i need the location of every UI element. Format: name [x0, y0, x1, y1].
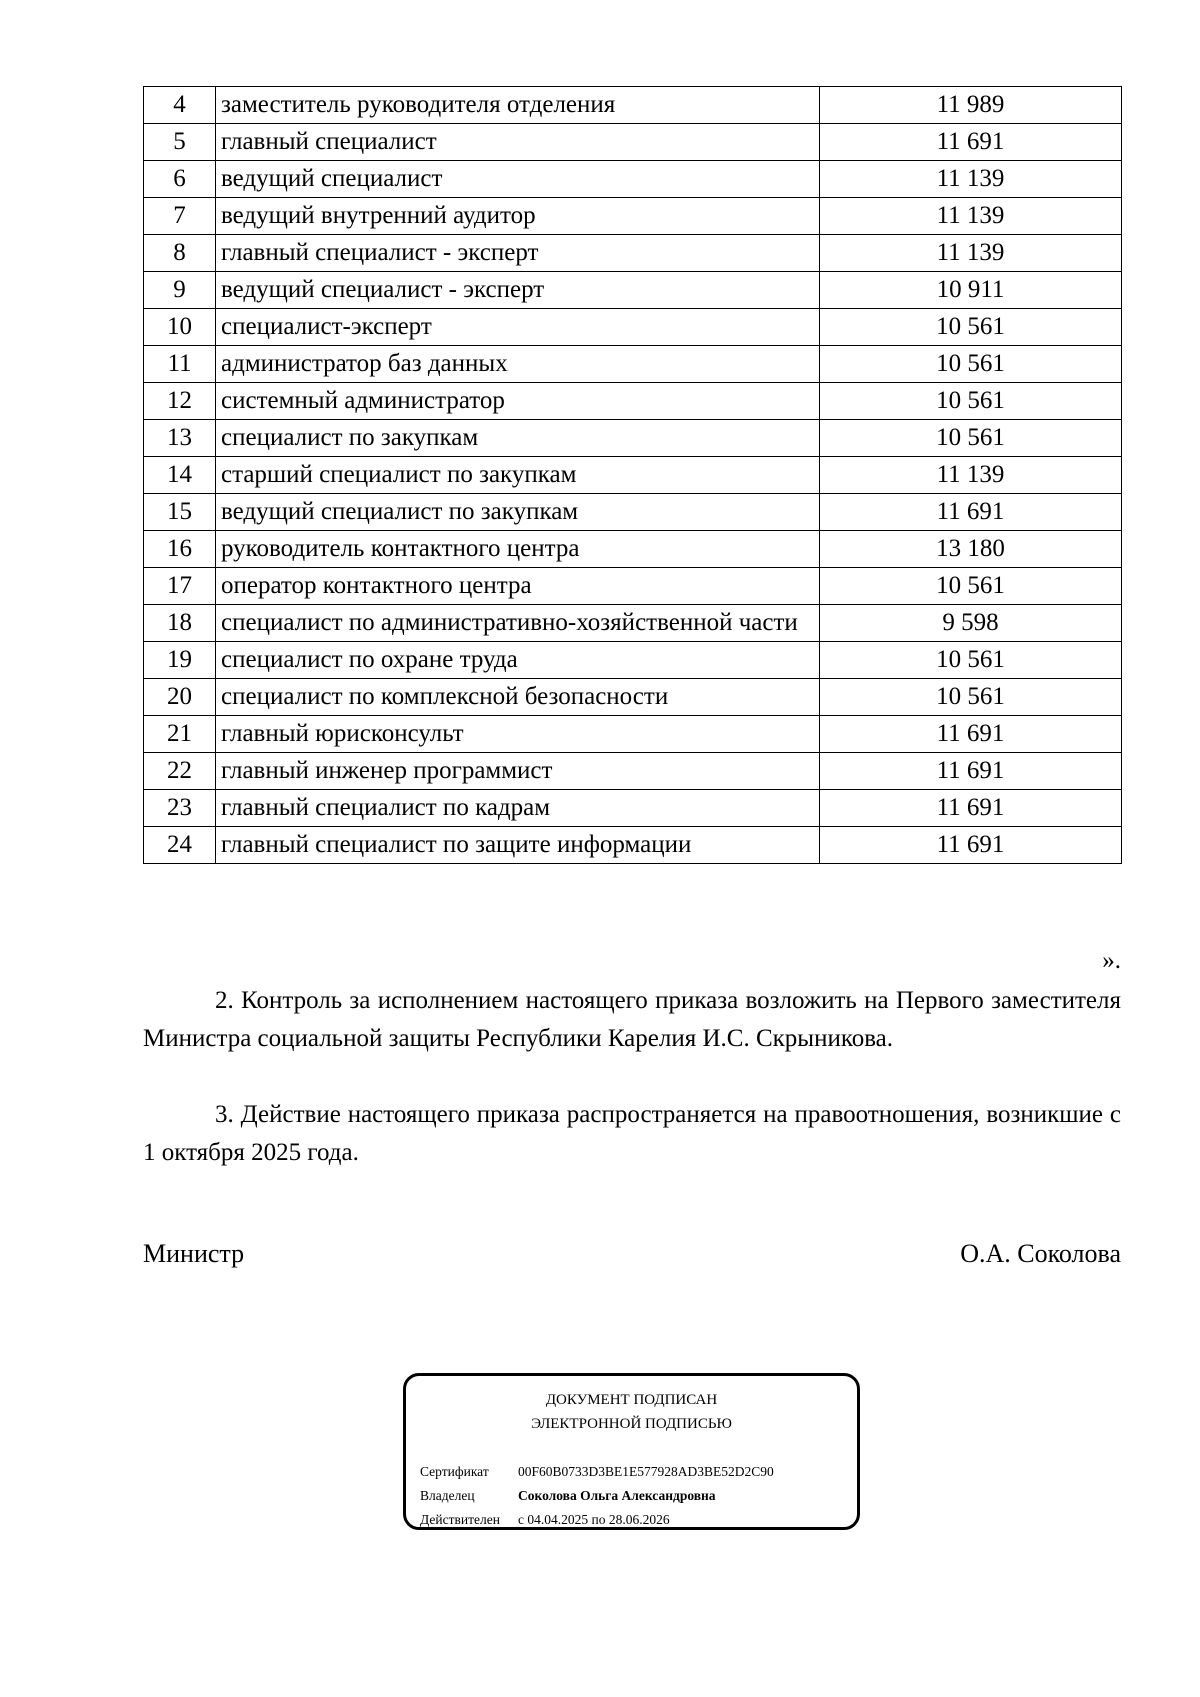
- stamp-owner-value: Соколова Ольга Александровна: [518, 1488, 716, 1503]
- salary-value-cell: 11 139: [820, 457, 1122, 494]
- salary-value-cell: 11 691: [820, 716, 1122, 753]
- row-number-cell: 16: [144, 531, 216, 568]
- position-cell: ведущий специалист - эксперт: [216, 272, 820, 309]
- position-cell: ведущий специалист: [216, 161, 820, 198]
- salary-value-cell: 11 139: [820, 235, 1122, 272]
- position-cell: администратор баз данных: [216, 346, 820, 383]
- salary-value-cell: 10 561: [820, 383, 1122, 420]
- stamp-certificate-value: 00F60B0733D3BE1E577928AD3BE52D2C90: [518, 1464, 774, 1479]
- row-number-cell: 10: [144, 309, 216, 346]
- salary-value-cell: 13 180: [820, 531, 1122, 568]
- position-cell: главный специалист - эксперт: [216, 235, 820, 272]
- stamp-validity-value: с 04.04.2025 по 28.06.2026: [518, 1512, 670, 1527]
- table-row: [144, 198, 1122, 235]
- table-row: [144, 531, 1122, 568]
- position-cell: главный специалист по защите информации: [216, 827, 820, 864]
- paragraph-3: [143, 1096, 1121, 1172]
- table-row: [144, 272, 1122, 309]
- position-cell: главный юрисконсульт: [216, 716, 820, 753]
- table-row: [144, 309, 1122, 346]
- table-row: [144, 235, 1122, 272]
- table-row: [144, 753, 1122, 790]
- salary-value-cell: 10 911: [820, 272, 1122, 309]
- row-number-cell: 4: [144, 87, 216, 124]
- row-number-cell: 24: [144, 827, 216, 864]
- paragraph-3-text: 3. Действие настоящего приказа распространяется на правоотношения, возникшие с 1 октября 2025 года.: [143, 1101, 1121, 1166]
- row-number-cell: 12: [144, 383, 216, 420]
- stamp-certificate-label: Сертификат: [420, 1464, 489, 1479]
- table-row: [144, 87, 1122, 124]
- salary-value-cell: 10 561: [820, 420, 1122, 457]
- table-row: [144, 346, 1122, 383]
- paragraph-2-text: 2. Контроль за исполнением настоящего приказа возложить на Первого заместителя Министра социальной защиты Республики Карелия И.С. Скрыникова.: [143, 987, 1121, 1052]
- row-number-cell: 15: [144, 494, 216, 531]
- position-cell: главный инженер программист: [216, 753, 820, 790]
- salary-value-cell: 11 139: [820, 161, 1122, 198]
- paragraph-2: [143, 982, 1121, 1058]
- row-number-cell: 9: [144, 272, 216, 309]
- table-row: [144, 383, 1122, 420]
- row-number-cell: 17: [144, 568, 216, 605]
- salary-value-cell: 9 598: [820, 605, 1122, 642]
- stamp-validity-label: Действителен: [420, 1512, 500, 1527]
- stamp-owner-label: Владелец: [420, 1488, 475, 1503]
- table-row: [144, 494, 1122, 531]
- row-number-cell: 11: [144, 346, 216, 383]
- position-cell: ведущий специалист по закупкам: [216, 494, 820, 531]
- table-row: [144, 420, 1122, 457]
- salary-value-cell: 11 691: [820, 494, 1122, 531]
- table-row: [144, 605, 1122, 642]
- table-row: [144, 161, 1122, 198]
- stamp-validity-row: [420, 1512, 670, 1528]
- stamp-certificate-row: [420, 1464, 774, 1480]
- position-cell: руководитель контактного центра: [216, 531, 820, 568]
- position-cell: оператор контактного центра: [216, 568, 820, 605]
- position-cell: ведущий внутренний аудитор: [216, 198, 820, 235]
- salary-value-cell: 11 139: [820, 198, 1122, 235]
- table-row: [144, 716, 1122, 753]
- salary-table: [143, 86, 1122, 864]
- salary-table-body: [144, 87, 1122, 864]
- salary-value-cell: 11 691: [820, 827, 1122, 864]
- salary-value-cell: 11 691: [820, 124, 1122, 161]
- stamp-line-1: ДОКУМЕНТ ПОДПИСАН: [545, 1392, 718, 1408]
- table-row: [144, 827, 1122, 864]
- salary-value-cell: 10 561: [820, 568, 1122, 605]
- salary-value-cell: 10 561: [820, 309, 1122, 346]
- salary-value-cell: 10 561: [820, 679, 1122, 716]
- position-cell: главный специалист по кадрам: [216, 790, 820, 827]
- salary-value-cell: 11 691: [820, 753, 1122, 790]
- row-number-cell: 6: [144, 161, 216, 198]
- salary-value-cell: 10 561: [820, 346, 1122, 383]
- table-row: [144, 679, 1122, 716]
- row-number-cell: 8: [144, 235, 216, 272]
- row-number-cell: 13: [144, 420, 216, 457]
- salary-value-cell: 11 691: [820, 790, 1122, 827]
- salary-value-cell: 10 561: [820, 642, 1122, 679]
- stamp-owner-row: [420, 1488, 716, 1504]
- row-number-cell: 22: [144, 753, 216, 790]
- table-row: [144, 124, 1122, 161]
- position-cell: специалист по закупкам: [216, 420, 820, 457]
- position-cell: специалист по комплексной безопасности: [216, 679, 820, 716]
- stamp-line-2: ЭЛЕКТРОННОЙ ПОДПИСЬЮ: [531, 1416, 732, 1432]
- position-cell: специалист-эксперт: [216, 309, 820, 346]
- table-row: [144, 790, 1122, 827]
- stamp-header: [406, 1388, 857, 1436]
- row-number-cell: 23: [144, 790, 216, 827]
- row-number-cell: 14: [144, 457, 216, 494]
- row-number-cell: 21: [144, 716, 216, 753]
- signatory-name: О.А. Соколова: [960, 1239, 1121, 1268]
- closing-quote: ».: [1102, 947, 1121, 974]
- signatory-title: Министр: [143, 1239, 245, 1268]
- position-cell: заместитель руководителя отделения: [216, 87, 820, 124]
- position-cell: специалист по административно-хозяйственной части: [216, 605, 820, 642]
- electronic-signature-stamp: [403, 1373, 860, 1530]
- table-row: [144, 457, 1122, 494]
- position-cell: главный специалист: [216, 124, 820, 161]
- row-number-cell: 20: [144, 679, 216, 716]
- row-number-cell: 5: [144, 124, 216, 161]
- row-number-cell: 19: [144, 642, 216, 679]
- position-cell: специалист по охране труда: [216, 642, 820, 679]
- position-cell: системный администратор: [216, 383, 820, 420]
- table-row: [144, 642, 1122, 679]
- position-cell: старший специалист по закупкам: [216, 457, 820, 494]
- row-number-cell: 7: [144, 198, 216, 235]
- salary-value-cell: 11 989: [820, 87, 1122, 124]
- table-row: [144, 568, 1122, 605]
- row-number-cell: 18: [144, 605, 216, 642]
